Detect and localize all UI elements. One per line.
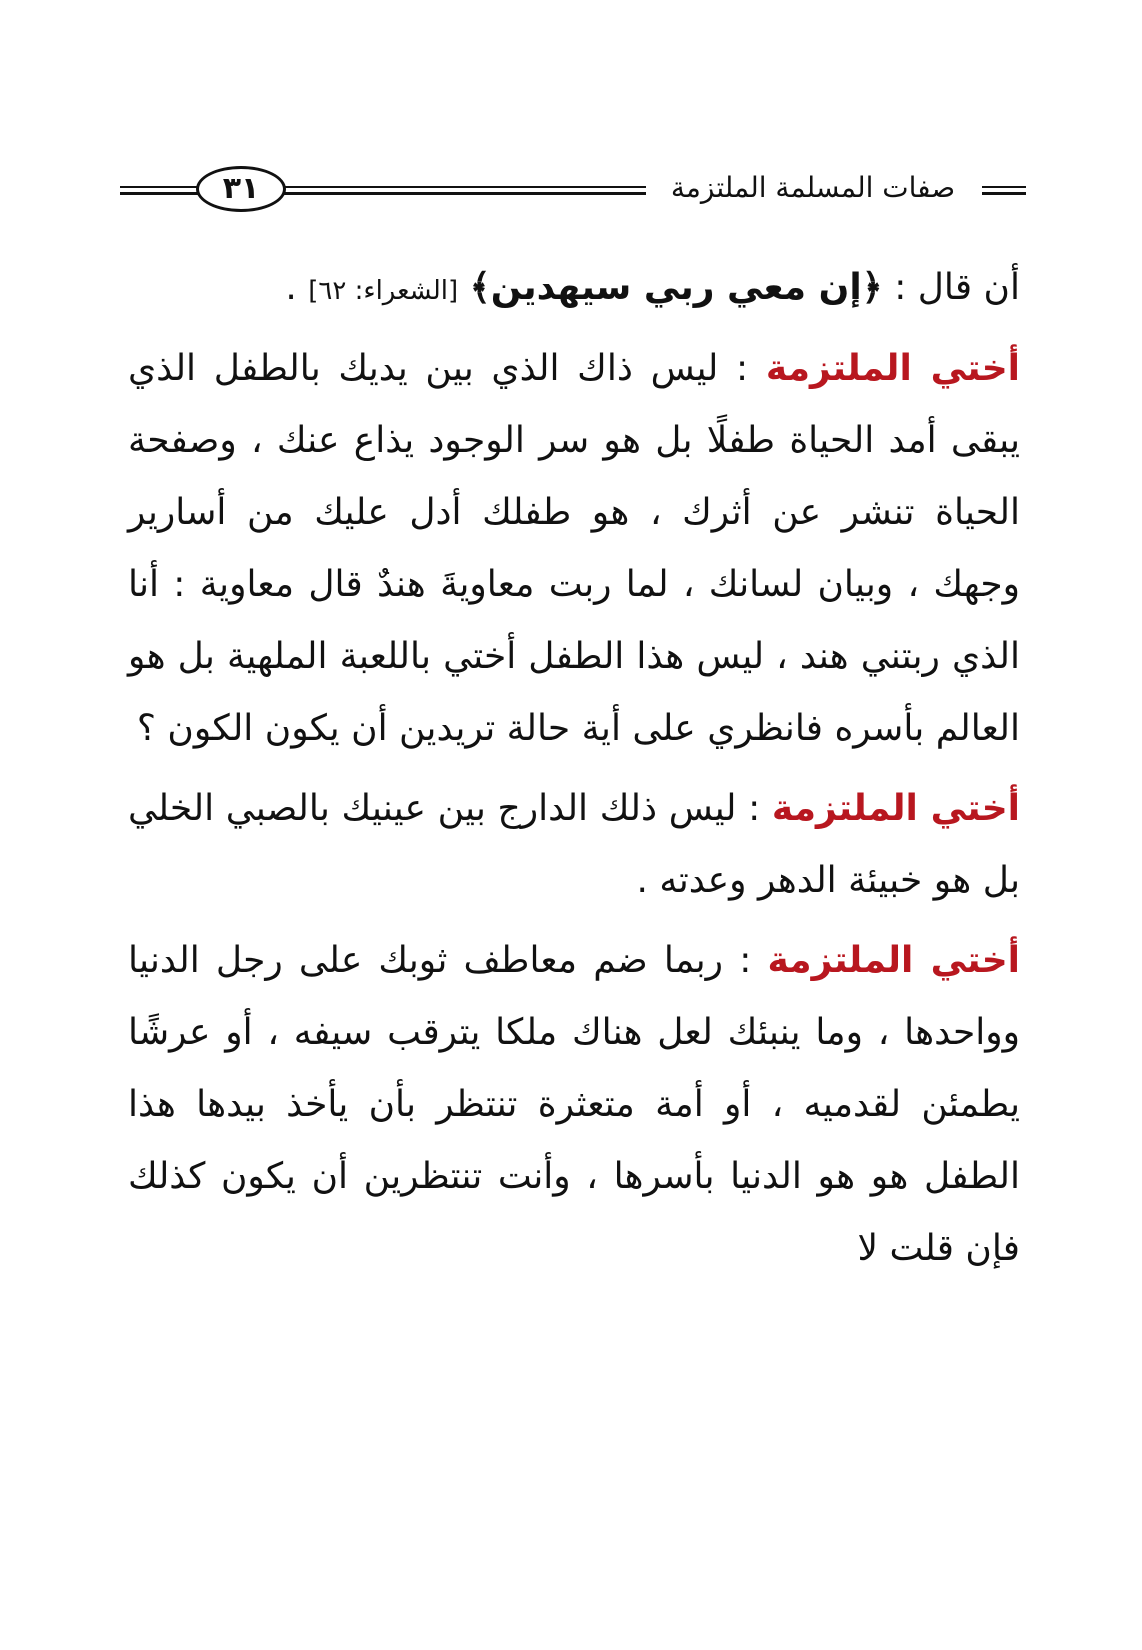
paragraph-text: : ليس ذلك الدارج بين عينيك بالصبي الخلي بل هو خبيئة الدهر وعدته . [128, 788, 1020, 901]
ornament-close-icon: ﴾ [469, 267, 491, 308]
paragraph-lead: أختي الملتزمة [771, 788, 1020, 829]
verse-citation: [الشعراء: ٦٢] [308, 276, 459, 306]
header-rule-left [120, 186, 198, 195]
header-rule-middle [284, 186, 646, 195]
paragraph-text: : ليس ذاك الذي بين يديك بالطفل الذي يبقى أمد الحياة طفلًا بل هو سر الوجود يذاع عنك ، وصفحة الحياة تنشر عن أثرك ، هو طفلك أدل عليك من أسارير وجهك ، وبيان لسانك ، لما ربت معاويةَ هندٌ قال معاوية : أنا الذي ربتني هند ، ليس هذا الطفل أختي باللعبة الملهية بل هو العالم بأسره فانظري على أية حالة تريدين أن يكون الكون ؟ [128, 348, 1020, 749]
verse-line [128, 252, 1020, 327]
paragraph-lead: أختي الملتزمة [765, 348, 1020, 389]
running-header [120, 166, 1026, 212]
paragraph [128, 333, 1020, 765]
verse-prefix: أن قال : [894, 267, 1020, 308]
paragraph-lead: أختي الملتزمة [767, 940, 1020, 981]
header-rule-right [982, 186, 1026, 195]
paragraph [128, 925, 1020, 1285]
paragraph [128, 773, 1020, 917]
quran-verse: إن معي ربي سيهدين [490, 267, 862, 308]
verse-end: . [285, 267, 297, 308]
book-title: صفات المسلمة الملتزمة [670, 171, 956, 204]
page-number: ٣١ [196, 166, 286, 212]
ornament-open-icon: ﴿ [861, 267, 883, 308]
page-body [128, 252, 1020, 1293]
paragraph-text: : ربما ضم معاطف ثوبك على رجل الدنيا وواحدها ، وما ينبئك لعل هناك ملكا يترقب سيفه ، أو عرشًا يطمئن لقدميه ، أو أمة متعثرة تنتظر بأن يأخذ بيدها هذا الطفل هو هو الدنيا بأسرها ، وأنت تنتظرين أن يكون كذلك فإن قلت لا [128, 940, 1020, 1269]
